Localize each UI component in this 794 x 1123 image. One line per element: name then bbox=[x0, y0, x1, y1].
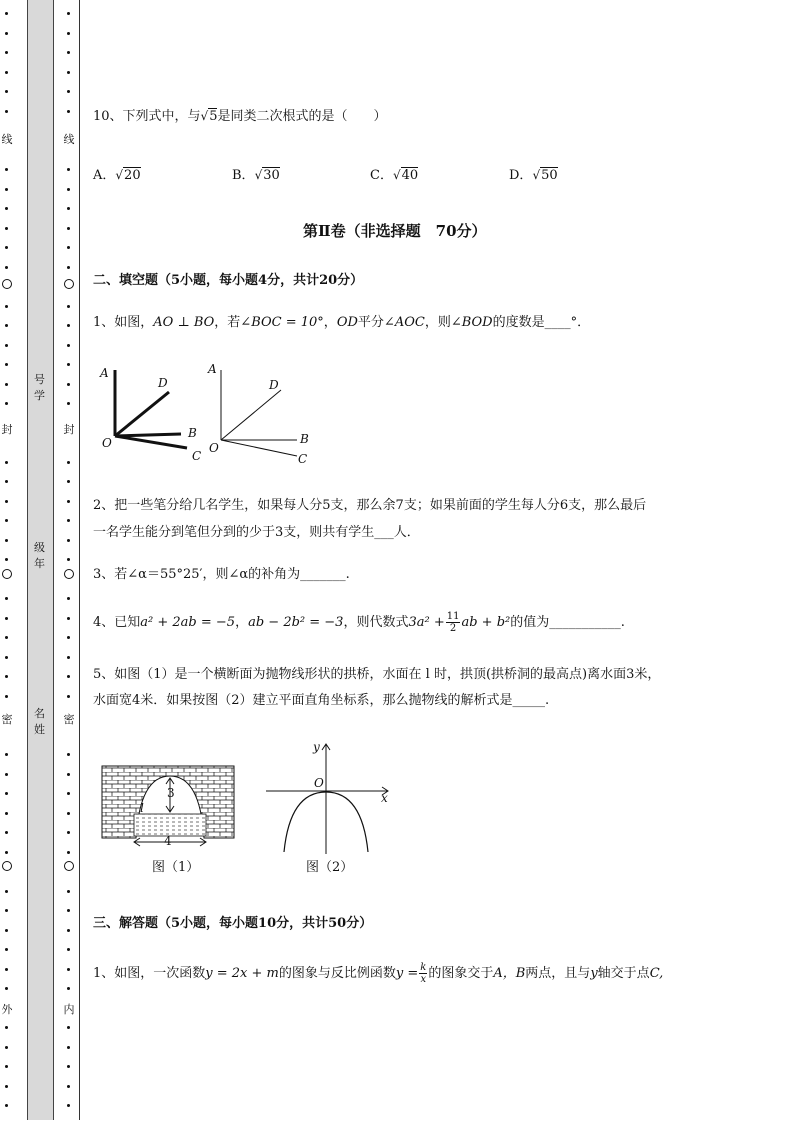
margin-dot bbox=[5, 383, 8, 386]
margin-dot bbox=[67, 890, 70, 893]
margin-dot bbox=[5, 305, 8, 308]
text: 轴交于点 bbox=[597, 966, 650, 981]
math-expr: y bbox=[590, 966, 598, 981]
margin-dot bbox=[5, 12, 8, 15]
fig-a-label-c: C bbox=[192, 449, 202, 463]
margin-dot bbox=[5, 1085, 8, 1088]
margin-circle bbox=[64, 861, 74, 871]
margin-dot bbox=[5, 831, 8, 834]
fig-b-label-b: B bbox=[300, 432, 309, 446]
margin-dot bbox=[5, 792, 8, 795]
text: 1、如图， bbox=[93, 315, 154, 330]
margin-dot bbox=[5, 461, 8, 464]
parabola-figure bbox=[264, 740, 394, 856]
option-letter: A． bbox=[93, 168, 116, 183]
margin-dot bbox=[5, 617, 8, 620]
fill-q4 bbox=[93, 609, 625, 637]
option-radicand: 20 bbox=[124, 168, 141, 183]
option-radicand: 30 bbox=[263, 168, 280, 183]
fill-q5-line1: 5、如图（1）是一个横断面为抛物线形状的拱桥，水面在 l 时，拱顶(拱桥洞的最高点)离水面3米， bbox=[93, 667, 661, 682]
field-label-number: 号 学 bbox=[34, 373, 45, 402]
margin-seal-char: 封 bbox=[1, 423, 13, 436]
margin-dot bbox=[67, 558, 70, 561]
bridge-label-height: 3 bbox=[167, 786, 175, 800]
margin-dot bbox=[5, 363, 8, 366]
section2-title: 二、填空题（5小题，每小题4分，共计20分） bbox=[93, 273, 364, 288]
margin-dot bbox=[5, 675, 8, 678]
margin-dot bbox=[67, 71, 70, 74]
margin-dot bbox=[5, 1104, 8, 1107]
margin-dot bbox=[67, 383, 70, 386]
inner-dotted-margin bbox=[62, 0, 76, 1123]
margin-dot bbox=[5, 32, 8, 35]
margin-dot bbox=[67, 851, 70, 854]
margin-circle bbox=[2, 861, 12, 871]
text: 1、如图，一次函数 bbox=[93, 966, 206, 981]
fraction bbox=[446, 611, 461, 634]
fill-q1-stem bbox=[93, 314, 590, 332]
fraction-denominator: 2 bbox=[449, 623, 457, 634]
fill-q3: 3、若∠α＝55°25′，则∠α的补角为_______. bbox=[93, 567, 350, 582]
margin-dot bbox=[5, 266, 8, 269]
text: 的值为___________. bbox=[510, 615, 625, 630]
margin-dot bbox=[67, 656, 70, 659]
margin-circle bbox=[64, 279, 74, 289]
math-expr: C, bbox=[649, 966, 664, 981]
page-frame-line bbox=[79, 0, 80, 1120]
fig-a-label-d: D bbox=[158, 376, 168, 390]
margin-dot bbox=[67, 246, 70, 249]
margin-circle bbox=[64, 569, 74, 579]
option-radicand: 50 bbox=[541, 168, 558, 183]
fig-a-label-o: O bbox=[102, 436, 112, 450]
margin-dot bbox=[5, 656, 8, 659]
margin-dot bbox=[5, 1026, 8, 1029]
margin-dot bbox=[5, 480, 8, 483]
margin-dot bbox=[5, 539, 8, 542]
margin-dot bbox=[67, 948, 70, 951]
margin-dot bbox=[67, 539, 70, 542]
margin-dot bbox=[67, 792, 70, 795]
fill-q2-line1: 2、把一些笔分给几名学生，如果每人分5支，那么余7支；如果前面的学生每人分6支，那么最后 bbox=[93, 498, 647, 513]
math-expr: 3a² + bbox=[408, 615, 445, 630]
margin-dot bbox=[67, 266, 70, 269]
margin-dot bbox=[5, 987, 8, 990]
q10-option-a[interactable]: A．√20 bbox=[93, 168, 141, 183]
option-radicand: 40 bbox=[401, 168, 419, 183]
margin-dot bbox=[5, 1046, 8, 1049]
margin-dot bbox=[67, 480, 70, 483]
q10-option-d[interactable]: D．√50 bbox=[509, 168, 558, 183]
margin-dot bbox=[5, 558, 8, 561]
margin-dot bbox=[67, 402, 70, 405]
margin-dot bbox=[67, 51, 70, 54]
margin-dot bbox=[67, 987, 70, 990]
caption-fig1: 图（1） bbox=[152, 860, 200, 875]
field-label-grade: 级 年 bbox=[34, 541, 45, 570]
margin-seal-char: 外 bbox=[1, 1003, 13, 1016]
field-label-name: 名 姓 bbox=[34, 707, 45, 736]
margin-dot bbox=[5, 110, 8, 113]
math-expr: A，B bbox=[493, 966, 526, 981]
margin-dot bbox=[67, 636, 70, 639]
margin-dot bbox=[67, 1046, 70, 1049]
margin-dot bbox=[67, 168, 70, 171]
math-expr: ∠BOD bbox=[450, 315, 493, 330]
margin-dot bbox=[67, 32, 70, 35]
fill-q5-line2: 水面宽4米．如果按图（2）建立平面直角坐标系，那么抛物线的解析式是_____. bbox=[93, 693, 550, 708]
q10-stem: 10、下列式中，与√5是同类二次根式的是（ ） bbox=[93, 109, 387, 124]
margin-dot bbox=[67, 968, 70, 971]
margin-seal-char: 密 bbox=[1, 713, 13, 726]
margin-dot bbox=[5, 909, 8, 912]
fig-a-label-b: B bbox=[188, 426, 197, 440]
margin-seal-char: 密 bbox=[63, 713, 75, 726]
option-letter: C． bbox=[370, 168, 393, 183]
text: 的度数是____°． bbox=[492, 315, 591, 330]
margin-dot bbox=[67, 324, 70, 327]
margin-dot bbox=[67, 363, 70, 366]
margin-dot bbox=[67, 675, 70, 678]
margin-dot bbox=[67, 929, 70, 932]
margin-circle bbox=[2, 279, 12, 289]
margin-dot bbox=[5, 246, 8, 249]
outer-dotted-margin bbox=[0, 0, 14, 1123]
margin-dot bbox=[5, 753, 8, 756]
margin-dot bbox=[5, 597, 8, 600]
margin-dot bbox=[5, 948, 8, 951]
fig-b-label-o: O bbox=[209, 441, 219, 455]
text: 的图象与反比例函数 bbox=[278, 966, 396, 981]
margin-dot bbox=[67, 831, 70, 834]
caption-fig2: 图（2） bbox=[306, 860, 354, 875]
margin-dot bbox=[67, 812, 70, 815]
margin-dot bbox=[5, 71, 8, 74]
margin-dot bbox=[67, 695, 70, 698]
margin-dot bbox=[67, 110, 70, 113]
margin-dot bbox=[5, 968, 8, 971]
margin-dot bbox=[67, 12, 70, 15]
margin-dot bbox=[5, 695, 8, 698]
margin-dot bbox=[67, 305, 70, 308]
margin-dot bbox=[5, 851, 8, 854]
math-expr: ab + b² bbox=[461, 615, 511, 630]
math-expr: y = 2x + m bbox=[205, 966, 279, 981]
margin-dot bbox=[5, 51, 8, 54]
origin-label: O bbox=[314, 776, 324, 790]
margin-dot bbox=[67, 773, 70, 776]
margin-dot bbox=[67, 1104, 70, 1107]
option-letter: D． bbox=[509, 168, 533, 183]
option-letter: B． bbox=[232, 168, 255, 183]
math-expr: AO ⊥ BO bbox=[153, 315, 215, 330]
text: ，则代数式 bbox=[343, 615, 409, 630]
part2-title: 第Ⅱ卷（非选择题 70分） bbox=[303, 222, 487, 240]
fig-a-label-a: A bbox=[100, 366, 109, 380]
margin-dot bbox=[5, 1065, 8, 1068]
margin-dot bbox=[67, 461, 70, 464]
text: 两点，且与 bbox=[525, 966, 591, 981]
bridge-label-water: l bbox=[140, 801, 144, 815]
margin-dot bbox=[67, 207, 70, 210]
margin-dot bbox=[67, 1085, 70, 1088]
margin-dot bbox=[67, 500, 70, 503]
margin-dot bbox=[67, 1026, 70, 1029]
text: 的图象交于 bbox=[428, 966, 494, 981]
margin-dot bbox=[67, 227, 70, 230]
text: 平分 bbox=[357, 315, 384, 330]
margin-dot bbox=[5, 402, 8, 405]
math-expr: OD bbox=[336, 315, 358, 330]
fraction-numerator: k bbox=[420, 962, 427, 973]
margin-dot bbox=[5, 636, 8, 639]
text: 4、已知 bbox=[93, 615, 141, 630]
margin-circle bbox=[2, 569, 12, 579]
text: ， bbox=[235, 615, 249, 630]
margin-dot bbox=[5, 773, 8, 776]
q10-stem-before: 10、下列式中，与 bbox=[93, 109, 201, 124]
fraction bbox=[419, 962, 427, 985]
math-expr: ab − 2b² = −3 bbox=[248, 615, 344, 630]
margin-dot bbox=[67, 597, 70, 600]
math-expr: y = bbox=[395, 966, 419, 981]
text: ， bbox=[323, 315, 337, 330]
fill-q2-line2: 一名学生能分到笔但分到的少于3支，则共有学生___人． bbox=[93, 525, 420, 540]
math-expr: a² + 2ab = −5 bbox=[140, 615, 236, 630]
fraction-denominator: x bbox=[420, 974, 427, 985]
margin-dot bbox=[5, 344, 8, 347]
margin-dot bbox=[5, 90, 8, 93]
margin-dot bbox=[5, 812, 8, 815]
axis-label-y: y bbox=[313, 740, 320, 754]
fig-b-label-d: D bbox=[269, 378, 279, 392]
axis-label-x: x bbox=[381, 791, 388, 805]
margin-seal-char: 封 bbox=[63, 423, 75, 436]
margin-dot bbox=[5, 500, 8, 503]
fig-b-label-a: A bbox=[208, 362, 217, 376]
solve-q1-stem bbox=[93, 959, 663, 989]
math-expr: ∠BOC = 10° bbox=[240, 315, 324, 330]
text: ，则 bbox=[424, 315, 451, 330]
q10-stem-radicand: 5 bbox=[209, 109, 218, 124]
margin-dot bbox=[5, 519, 8, 522]
bridge-label-width: 4 bbox=[164, 834, 172, 848]
margin-seal-char: 线 bbox=[1, 133, 13, 146]
margin-dot bbox=[5, 207, 8, 210]
text: ，若 bbox=[214, 315, 241, 330]
margin-dot bbox=[67, 617, 70, 620]
margin-dot bbox=[5, 188, 8, 191]
margin-dot bbox=[67, 909, 70, 912]
q10-option-c[interactable]: C．√40 bbox=[370, 168, 419, 183]
margin-dot bbox=[5, 168, 8, 171]
fig-b-label-c: C bbox=[298, 452, 308, 466]
margin-seal-char: 线 bbox=[63, 133, 75, 146]
q10-stem-after: 是同类二次根式的是（ ） bbox=[217, 109, 387, 124]
fraction-numerator: 11 bbox=[446, 611, 460, 622]
margin-dot bbox=[67, 519, 70, 522]
margin-dot bbox=[67, 344, 70, 347]
margin-dot bbox=[67, 90, 70, 93]
margin-dot bbox=[67, 1065, 70, 1068]
section3-title: 三、解答题（5小题，每小题10分，共计50分） bbox=[93, 916, 373, 931]
margin-dot bbox=[5, 929, 8, 932]
math-expr: ∠AOC bbox=[383, 315, 425, 330]
margin-dot bbox=[67, 188, 70, 191]
margin-dot bbox=[5, 227, 8, 230]
margin-dot bbox=[5, 890, 8, 893]
margin-seal-char: 内 bbox=[63, 1003, 75, 1016]
margin-dot bbox=[5, 324, 8, 327]
margin-dot bbox=[67, 753, 70, 756]
q10-option-b[interactable]: B．√30 bbox=[232, 168, 280, 183]
